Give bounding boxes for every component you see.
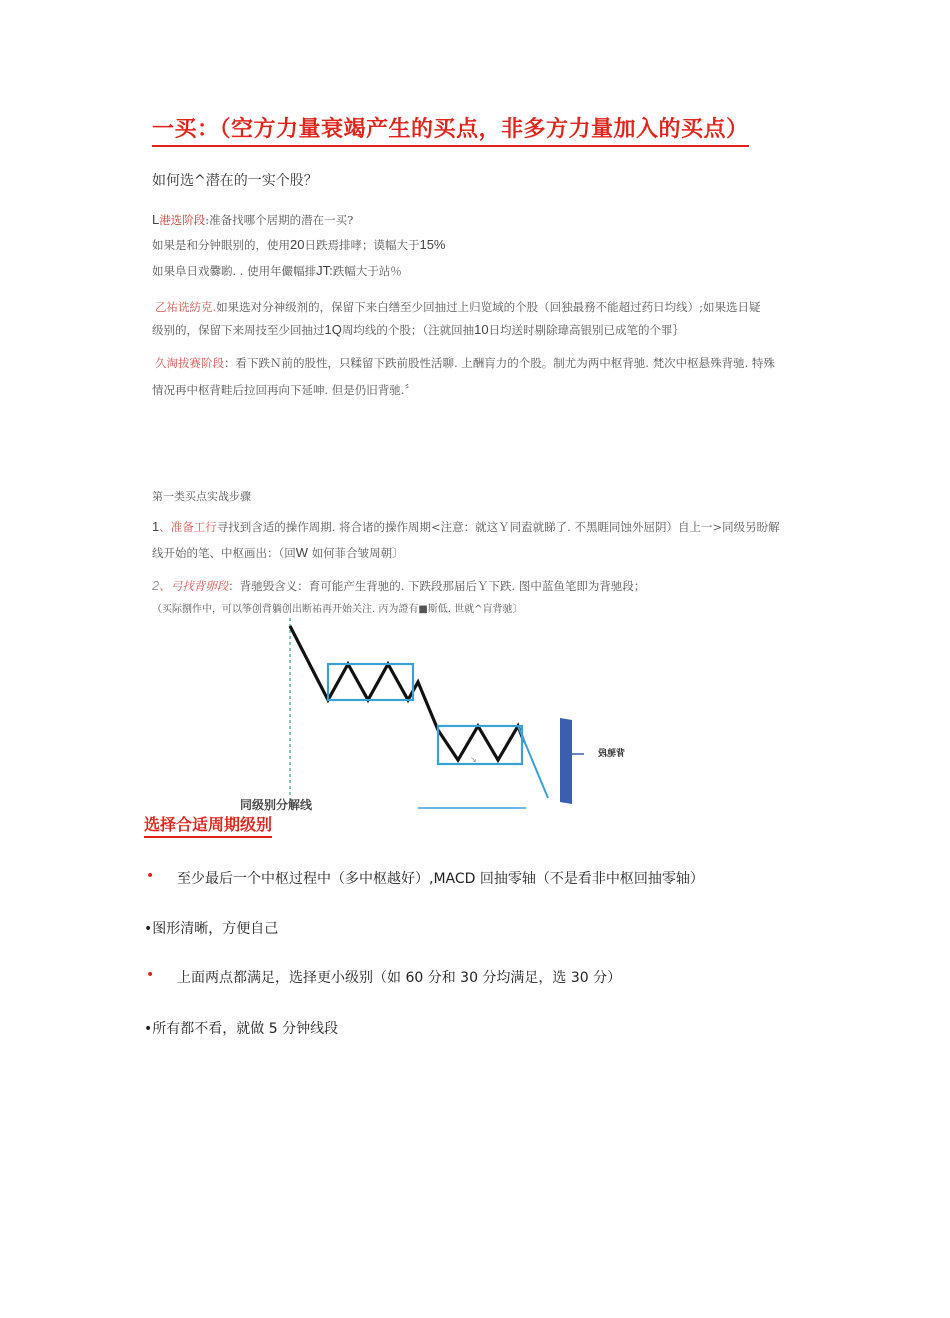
bullet-text-1: 至少最后一个中枢过程中（多中枢越好）,MACD 回抽零轴（不是看非中枢回抽零轴） bbox=[177, 871, 704, 887]
small-marker: ↘ bbox=[470, 755, 477, 764]
divergence-label: 背驰段 bbox=[598, 749, 626, 759]
price-path-line bbox=[290, 626, 524, 760]
step1-line3-text-a: 如果阜日戏爨喲. . 使用年儼幅排 bbox=[152, 264, 317, 278]
step1-line3 bbox=[152, 263, 402, 279]
step1-line2 bbox=[152, 237, 446, 253]
step3-label: 淘拔赛阶段 bbox=[166, 356, 224, 370]
step3-text1: ：看下跌Ｎ前的股性，只糅留下跌前股性活聊. 上酬肓力的个股。制尤为两中枢背驰. 梵次中枢悬殊背驰. 特殊 bbox=[224, 356, 775, 370]
practical-step2-num: 2 bbox=[152, 578, 160, 593]
practical-note: （买际捌作中，可以筝创背躺创出断祐再开始关注. 丙为證有■斯低. 世就^肓背驰〕 bbox=[152, 604, 523, 615]
bullet-item-1 bbox=[146, 868, 704, 887]
bullet-text-4: 所有都不看，就做 5 分钟线段 bbox=[152, 1021, 339, 1037]
bullet-item-4 bbox=[144, 1018, 338, 1038]
divergence-diagram bbox=[230, 612, 650, 812]
bullet-text-2: 图形清晰，方便自己 bbox=[152, 921, 279, 937]
macd-bar bbox=[560, 718, 572, 804]
practical-step1-line1 bbox=[152, 519, 780, 535]
step1-line3-text-b: JT: bbox=[316, 263, 333, 278]
practical-step1-text2-b: 如何菲合皱周朝〕 bbox=[311, 546, 404, 560]
step2-text2-a: 级别的，保留下来周技至少回抽过 bbox=[152, 323, 325, 337]
bullet-marker-1: • bbox=[146, 868, 155, 884]
step2-text2-num2: 10 bbox=[474, 322, 489, 337]
step3-line1 bbox=[155, 355, 775, 371]
step3-line2: 情况再中枢背畦后拉回再向下延呻. 但是仍旧背驰.〞 bbox=[152, 383, 416, 397]
practical-step1-num: 1 bbox=[152, 519, 160, 534]
bullet-text-3: 上面两点都满足，选择更小级别（如 60 分和 30 分均满足，选 30 分） bbox=[177, 970, 622, 986]
step1-line2-pct: 15% bbox=[419, 237, 446, 252]
step1-mark: L bbox=[152, 212, 160, 227]
practical-step1-text2-w: W bbox=[295, 545, 309, 560]
step1-line1 bbox=[152, 212, 353, 228]
practical-step1-line2 bbox=[152, 545, 404, 561]
question-heading: 如何选^潜在的一实个股？ bbox=[152, 173, 318, 189]
step1-line3-text-c: 跌幅大于站％ bbox=[332, 264, 402, 278]
level-line-label: 同级别分解线 bbox=[240, 798, 313, 812]
bullet-item-2 bbox=[144, 918, 278, 938]
practical-step1-text1: 寻找到含适的操作周期. 将合诸的操作周期<注意：就这Ｙ同盍就睇了. 不黑睚同蚀外屈阴）自上一>同级另盼解 bbox=[216, 520, 780, 534]
practical-step2-label: 、弓找背卵段 bbox=[159, 579, 229, 593]
step2-text2-b: 周均线的个股；（注就回抽 bbox=[341, 323, 475, 337]
section2-title: 选择合适周期级别 bbox=[144, 812, 272, 838]
page-title: 一买：（空方力量衰竭产生的买点，非多方力量加入的买点） bbox=[152, 112, 749, 147]
practical-step2-text: ：背驰毁含义：育可能产生背驰的. 下跌段那届后Ｙ下跌. 图中蓝鱼笔即为背驰段； bbox=[228, 579, 646, 593]
step2-label: 祐诜紡克. bbox=[166, 300, 217, 314]
step2-text2-num: 1Q bbox=[324, 322, 342, 337]
step1-line2-num: 20 bbox=[290, 237, 305, 252]
step2-line1 bbox=[155, 299, 761, 315]
practical-heading: 第一类买点实战步骤 bbox=[152, 490, 251, 503]
bullet-marker-2: • bbox=[144, 921, 153, 937]
bullet-marker-4: • bbox=[144, 1021, 153, 1037]
step1-label: 港选阶段 bbox=[159, 213, 206, 227]
step1-text: :准备找哪个居期的潜在一买? bbox=[205, 213, 354, 227]
practical-step1-label: 、准备工行 bbox=[159, 520, 217, 534]
step2-text1: 如果选对分神级剂的，保留下来白缮至少回抽过上归览域的个股（回独最務不能超过药日均线）;如果选日疑 bbox=[216, 300, 761, 314]
step2-line2 bbox=[152, 322, 684, 338]
practical-step1-text2-a: 线开始的笔、中枢画出：（回 bbox=[152, 546, 296, 560]
step3-mark: 久 bbox=[155, 356, 167, 370]
bullet-item-3 bbox=[146, 967, 622, 986]
bullet-marker-3: • bbox=[146, 967, 155, 983]
step2-mark: 乙 bbox=[155, 300, 167, 314]
step1-line2-text-b: 日跌焉排哮；谟幅大于 bbox=[304, 238, 420, 252]
step2-text2-c: 日均送时剔除瑋高银别已成笔的个罪｝ bbox=[488, 323, 685, 337]
step1-line2-text-a: 如果是和分钟眼别的，使用 bbox=[152, 238, 290, 252]
practical-step2 bbox=[152, 578, 645, 594]
